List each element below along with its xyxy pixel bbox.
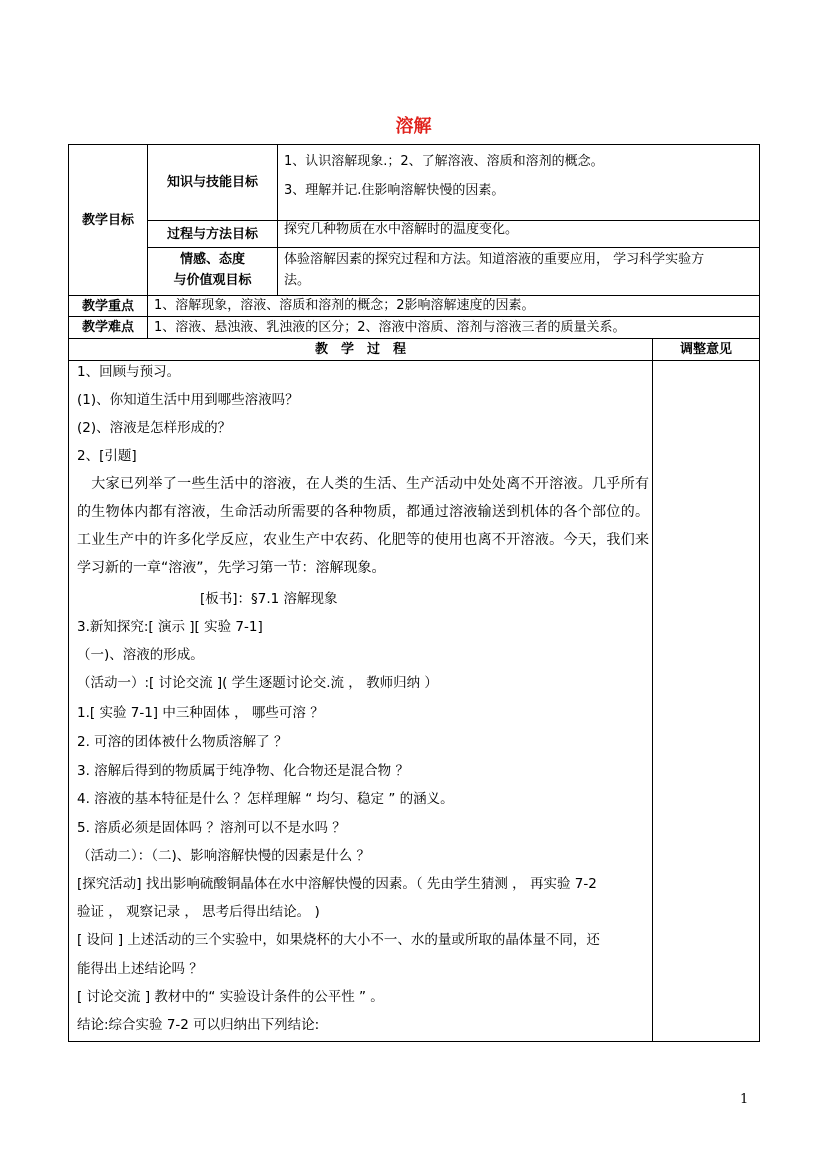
content-line: 结论:综合实验 7-2 可以归纳出下列结论: <box>77 1017 320 1033</box>
content-line: 3.新知探究:[ 演示 ][ 实验 7-1] <box>77 619 263 635</box>
key-points-text: 1、溶解现象，溶液、溶质和溶剂的概念；2影响溶解速度的因素。 <box>154 298 535 313</box>
content-line: 能得出上述结论吗 ？ <box>77 961 203 977</box>
difficulties-label: 教学难点 <box>81 320 134 335</box>
intro-paragraph: 大家已列举了一些生活中的溶液，在人类的生活、生产活动中处处离不开溶液。几乎所有的生物体内都有溶液，生命活动所需要的各种物质，都通过溶液输送到机体的各个部位的。工业生产中的许多化学反应，农业生产中农药、化肥等的使用也离不开溶液。今天，我们来学习新的一章“溶液”，先学习第一节：溶解现象。 <box>77 476 649 576</box>
content-line: (1)、你知道生活中用到哪些溶液吗？ <box>77 392 299 408</box>
emotion-line-2: 法。 <box>284 273 311 288</box>
process-header: 教 学 过 程 <box>314 342 406 357</box>
knowledge-label: 知识与技能目标 <box>166 175 258 190</box>
content-line: 1.[ 实验 7-1] 中三种固体 ， 哪些可溶 ？ <box>77 705 324 721</box>
content-line: 验证 ， 观察记录 ， 思考后得出结论。 ) <box>77 904 320 920</box>
emotion-label-line-1: 情感、态度 <box>179 252 245 267</box>
adjust-header: 调整意见 <box>679 342 732 357</box>
knowledge-line-2: 3、理解并记.住影响溶解快慢的因素。 <box>284 183 505 198</box>
process-text: 探究几种物质在水中溶解时的温度变化。 <box>284 222 519 237</box>
emotion-label-line-2: 与价值观目标 <box>173 273 252 288</box>
page-number: 1 <box>740 1092 749 1107</box>
content-line: （一)、溶液的形成。 <box>77 647 204 663</box>
content-line: 1、回顾与预习。 <box>77 364 181 380</box>
knowledge-text <box>284 151 754 201</box>
content-line: [探究活动] 找出影响硫酸铜晶体在水中溶解快慢的因素。（ 先由学生猜测 ， 再实验 7-2 <box>77 876 597 892</box>
knowledge-line-1: 1、认识溶解现象.；2、了解溶液、溶质和溶剂的概念。 <box>284 154 604 169</box>
content-line: [ 设问 ] 上述活动的三个实验中，如果烧杯的大小不一、水的量或所取的晶体量不同，还 <box>77 932 600 948</box>
content-line: 2、[引题] <box>77 448 137 464</box>
process-label: 过程与方法目标 <box>166 226 258 242</box>
content-line: 3. 溶解后得到的物质属于纯净物、化合物还是混合物 ？ <box>77 763 409 779</box>
emotion-label <box>148 249 277 295</box>
objectives-label: 教学目标 <box>81 212 134 228</box>
difficulties-text: 1、溶液、悬浊液、乳浊液的区分；2、溶液中溶质、溶剂与溶液三者的质量关系。 <box>154 320 626 335</box>
key-points-label: 教学重点 <box>81 298 134 314</box>
content-line: [板书]：§7.1 溶解现象 <box>200 591 338 607</box>
emotion-text <box>284 249 756 291</box>
emotion-line-1: 体验溶解因素的探究过程和方法。知道溶液的重要应用， 学习科学实验方 <box>284 252 705 267</box>
page-title: 溶解 <box>395 116 432 137</box>
content-line: （活动一）:[ 讨论交流 ]( 学生逐题讨论交.流 ， 教师归纳 ） <box>77 675 438 691</box>
content-line: 4. 溶液的基本特征是什么 ？怎样理解 “ 均匀、稳定 ” 的涵义。 <box>77 791 454 807</box>
content-line: 5. 溶质必须是固体吗 ？溶剂可以不是水吗 ？ <box>77 820 346 836</box>
content-line: [ 讨论交流 ] 教材中的“ 实验设计条件的公平性 ” 。 <box>77 989 384 1005</box>
content-line: （活动二）：（二)、影响溶解快慢的因素是什么 ？ <box>77 848 371 864</box>
content-line: 2. 可溶的团体被什么物质溶解了 ？ <box>77 734 288 750</box>
content-line: (2)、溶液是怎样形成的？ <box>77 420 232 436</box>
